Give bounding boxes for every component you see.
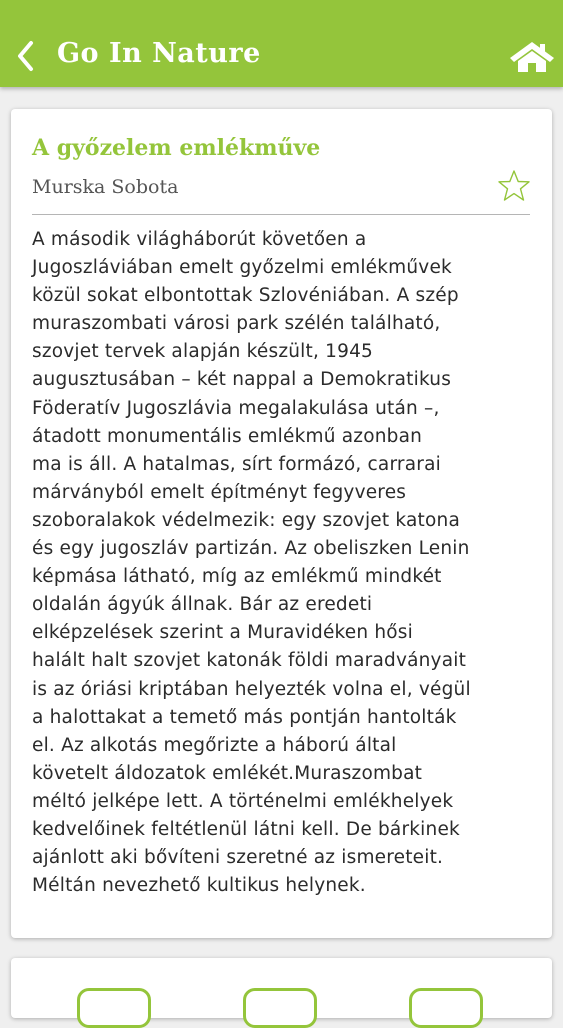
back-button[interactable] [12, 38, 42, 74]
app-title: Go In Nature [57, 38, 261, 69]
star-outline-icon [497, 169, 531, 203]
action-button-3[interactable] [409, 988, 483, 1028]
app-bar [0, 0, 563, 87]
favorite-button[interactable] [497, 169, 531, 203]
action-button-1[interactable] [77, 988, 151, 1028]
title-divider [32, 214, 530, 215]
home-icon [509, 40, 555, 74]
place-detail-card [11, 109, 552, 938]
actions-card [11, 958, 552, 1018]
home-button[interactable] [509, 40, 555, 74]
place-description: A második világháborút követően a Jugoszláviában emelt győzelmi emlékművek közül sokat elbontottak Szlovéniában. A szép muraszombati városi park szélén található, szovjet tervek alapján készült, 1945 augusztusában – két nappal a Demokratikus Föderatív Jugoszlávia megalakulása után –, átadott monumentális emlékmű azonban ma is áll. A hatalmas, sírt formázó, carrarai márványból emelt építményt fegyveres szoboralakok védelmezik: egy szovjet katona és egy jugoszláv partizán. Az obeliszken Lenin képmása látható, míg az emlékmű mindkét oldalán ágyúk állnak. Bár az eredeti elképzelések szerint a Muravidéken hősi halált halt szovjet katonák földi maradványait is az óriási kriptában helyezték volna el, végül a halottakat a temető más pontján hantolták el. Az alkotás megőrizte a háború által követelt áldozatok emlékét.Muraszombat méltó jelképe lett. A történelmi emlékhelyek kedvelőinek feltétlenül látni kell. De bárkinek ajánlott aki bővíteni szeretné az ismereteit. Méltán nevezhető kultikus helynek. [32, 229, 471, 897]
place-location: Murska Sobota [32, 176, 179, 198]
chevron-left-icon [12, 38, 42, 74]
action-button-2[interactable] [243, 988, 317, 1028]
place-title: A győzelem emlékműve [32, 135, 321, 161]
